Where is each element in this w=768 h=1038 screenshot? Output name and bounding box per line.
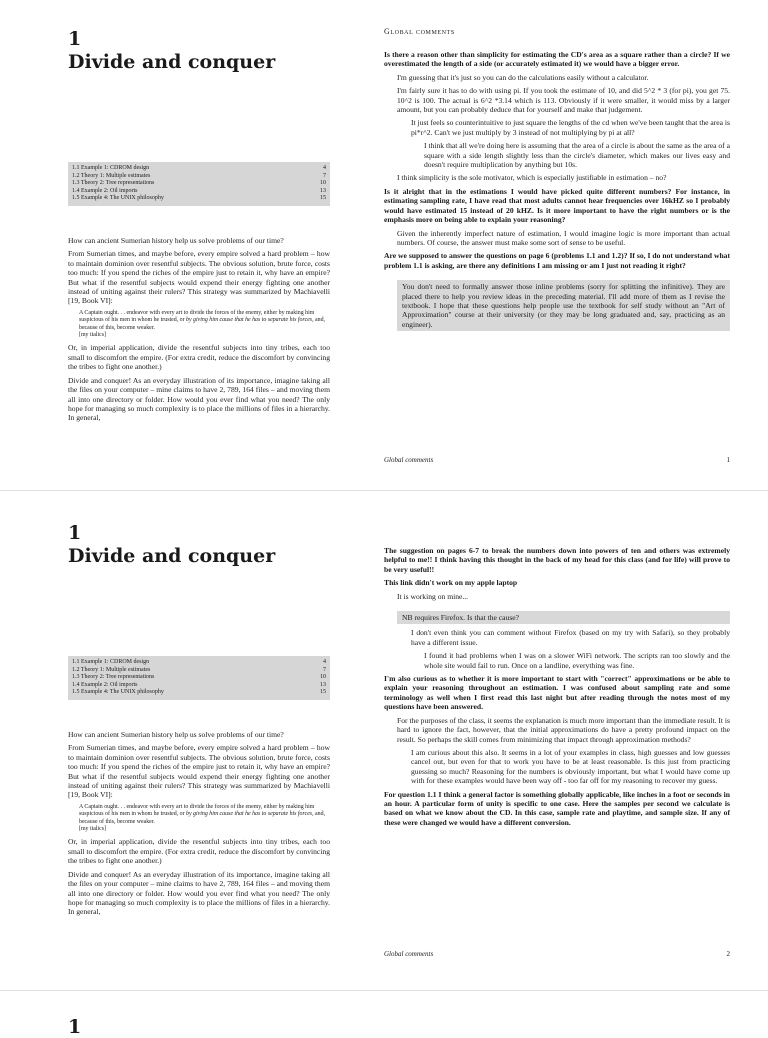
page-divider <box>0 490 768 491</box>
comment-reply[interactable]: I think simplicity is the sole motivator, which is especially justifiable in estimation – no? <box>397 173 667 183</box>
comment-reply[interactable]: It just feels so counterintuitive to just square the lengths of the cd when we've been taught that the area is pi*r^2. Can't we just multiply by 3 instead of not multiplying by pi at all? <box>411 118 730 137</box>
chapter-number: 1 <box>68 1016 82 1038</box>
section-header: Global comments <box>384 27 455 36</box>
comment-question[interactable]: Is it alright that in the estimations I would have picked quite different numbers? For instance, in estimating sampling rate, I have read that most adults cannot hear frequencies over 16kHZ so I probably would have estimated 15 instead of 20 kHZ. Is it more important to have the right numbers or is the emphasis more on being able to explain your reasoning? <box>384 186 730 225</box>
comment-reply[interactable]: I think that all we're doing here is assuming that the area of a circle is about the same as the area of a square with a side length slightly less than the circle's diameter, which makes our lives easy and doesn't require multiplication by anything but 10s. <box>424 141 730 170</box>
table-of-contents <box>68 656 330 700</box>
chapter-heading <box>68 1016 330 1038</box>
chapter-body <box>68 236 330 427</box>
footer-label: Global comments <box>384 950 434 958</box>
page-1 <box>0 0 768 488</box>
footer-label: Global comments <box>384 456 434 464</box>
comment-question[interactable]: Are we supposed to answer the questions on page 6 (problems 1.1 and 1.2)? If so, I do not understand what problem 1.1 is asking, are there any definitions I am missing or am I just not reading it right? <box>384 251 730 270</box>
comment-reply[interactable]: For the purposes of the class, it seems the explanation is much more important than the immediate result. It is hard to ignore the fact, however, that the initial approximations do have a pretty profound impact on the result. So perhaps the skill comes from minimizing that impact through approximation methods? <box>397 715 730 744</box>
comment-question[interactable]: This link didn't work on my apple laptop <box>384 578 518 588</box>
page-number: 2 <box>726 950 730 958</box>
body-paragraph: Or, in imperial application, divide the resentful subjects into tiny tribes, each too small to discomfort the empire. (For extra credit, reduce the discomfort by convincing the tribes to fight one another.) <box>68 343 330 372</box>
body-paragraph: Divide and conquer! As an everyday illustration of its importance, imagine taking all the files on your computer – mine claims to have 2, 789, 164 files – and moving them all into one directory or folder. How would you ever find what you need? The only hope for managing so much complexity is to place the millions of files in a hierarchy. In general, <box>68 375 330 423</box>
machiavelli-quote: A Captain ought. . . endeavor with every art to divide the forces of the enemy, either by making him suspicious of his men in whom he trusted, or by giving him cause that he has to separate his forces, and, because of this, become weaker. [my italics] <box>79 803 326 833</box>
toc-row[interactable]: 1.2 Theory 1: Multiple estimates 7 <box>72 666 326 673</box>
body-paragraph: How can ancient Sumerian history help us solve problems of our time? <box>68 236 284 245</box>
table-of-contents <box>68 162 330 206</box>
comment-reply[interactable]: I am curious about this also. It seems in a lot of your examples in class, high guesses and low guesses cancel out, but even for that to work you have to be at least reasonable. Is this just from practicing guessing so much? Reasoning for the numbers is obviously important, but what I would have come up with for these examples would have been way off - too far off for my reasoning to recover my guess. <box>411 747 730 786</box>
body-paragraph: Divide and conquer! As an everyday illustration of its importance, imagine taking all the files on your computer – mine claims to have 2, 789, 164 files – and moving them all into one directory or folder. How would you ever find what you need? The only hope for managing so much complexity is to place the millions of files in a hierarchy. In general, <box>68 869 330 917</box>
page-divider <box>0 990 768 991</box>
body-paragraph: Or, in imperial application, divide the resentful subjects into tiny tribes, each too small to discomfort the empire. (For extra credit, reduce the discomfort by convincing the tribes to fight one another.) <box>68 837 330 866</box>
comment-reply[interactable]: I don't even think you can comment without Firefox (based on my try with Safari), so they probably have a different issue. <box>411 628 730 647</box>
toc-row[interactable]: 1.4 Example 2: Oil imports 13 <box>72 187 326 194</box>
chapter-number: 1 <box>68 522 82 544</box>
chapter-number: 1 <box>68 28 82 50</box>
comment-reply[interactable]: I'm guessing that it's just so you can do the calculations easily without a calculator. <box>397 72 649 82</box>
chapter-title: Divide and conquer <box>68 51 276 73</box>
comment-question[interactable]: The suggestion on pages 6-7 to break the numbers down into powers of ten and others was extremely helpful to me!! I think having this thought in the back of my head for this class (and for life) will prove to be very useful!! <box>384 546 730 574</box>
chapter-heading <box>68 522 330 568</box>
instructor-reply[interactable]: You don't need to formally answer those inline problems (sorry for splitting the infinitive). They are placed there to help you review ideas in the preceding material. I'll add more of them as I revise the textbook. I hope that these questions help people use the textbook for self study without an "Art of Approximation" course at their university (or they may be long graduated and, say, practicing as an engineer). <box>397 280 730 331</box>
comment-question[interactable]: I'm also curious as to whether it is more important to start with "correct" approximations or be able to explain your reasoning throughout an estimation. I was confused about sampling rate and some terminology as well when I first read this last night but after reading through the notes most of my questions have been answered. <box>384 674 730 712</box>
page-footer <box>384 950 730 958</box>
toc-row[interactable]: 1.2 Theory 1: Multiple estimates 7 <box>72 172 326 179</box>
global-comments <box>384 27 730 335</box>
toc-row[interactable]: 1.5 Example 4: The UNIX philosophy 15 <box>72 689 326 696</box>
comment-reply[interactable]: I found it had problems when I was on a slower WiFi network. The scripts ran too slowly and the whole site would fail to run. Once on a landline, everything was fine. <box>424 651 730 670</box>
chapter-heading <box>68 28 330 74</box>
chapter-body <box>68 730 330 921</box>
comment-reply[interactable]: I'm fairly sure it has to do with using pi. If you took the estimate of 10, and did 5^2 * 3 (for pi), you get 75. 10^2 is 100. The actual is 6^2 *3.14 which is 113. Obviously if it were smaller, it would miss by a larger amount, but you can probably deduce that for yourself and make that judgement. <box>397 86 730 115</box>
comment-reply[interactable]: Given the inherently imperfect nature of estimation, I would imagine logic is more important than actual numbers. Of course, the answer must make some sort of sense to be useful. <box>397 228 730 247</box>
global-comments <box>384 546 730 831</box>
page-footer <box>384 456 730 464</box>
page-number: 1 <box>726 456 730 464</box>
toc-row[interactable]: 1.3 Theory 2: Tree representations 10 <box>72 674 326 681</box>
comment-question[interactable]: Is there a reason other than simplicity for estimating the CD's area as a square rather than a circle? If we overestimated the length of a side (or accurately estimated it) we would have a bigger error. <box>384 50 730 69</box>
instructor-reply[interactable]: NB requires Firefox. Is that the cause? <box>397 611 730 624</box>
page-2 <box>0 494 768 984</box>
body-paragraph: How can ancient Sumerian history help us solve problems of our time? <box>68 730 284 739</box>
page-3 <box>0 1010 768 1038</box>
comment-reply[interactable]: It is working on mine... <box>397 591 469 601</box>
toc-row[interactable]: 1.1 Example 1: CDROM design 4 <box>72 659 326 665</box>
machiavelli-quote: A Captain ought. . . endeavor with every art to divide the forces of the enemy, either by making him suspicious of his men in whom he trusted, or by giving him cause that he has to separate his forces, and, because of this, become weaker. [my italics] <box>79 309 326 339</box>
comment-question[interactable]: For question 1.1 I think a general factor is something globally applicable, like inches in a foot or seconds in an hour. A particular form of unity is specific to one case. Here the samples per second we calculate is based on what we know about the CD. In this case, sample rate and playtime, and sample size. If any of these were changed we would have a different conversion. <box>384 789 730 827</box>
toc-row[interactable]: 1.4 Example 2: Oil imports 13 <box>72 681 326 688</box>
toc-row[interactable]: 1.5 Example 4: The UNIX philosophy 15 <box>72 195 326 202</box>
body-paragraph: From Sumerian times, and maybe before, every empire solved a hard problem – how to maintain dominion over resentful subjects. The obvious solution, brute force, costs too much: If you spend the riches of the empire just to retain it, why have an empire? But what if the resentful subjects would expend their energy fighting one another instead of uniting against their rulers? This strategy was summarized by Machiavelli [19, Book VI]: <box>68 743 330 800</box>
toc-row[interactable]: 1.1 Example 1: CDROM design 4 <box>72 165 326 171</box>
toc-row[interactable]: 1.3 Theory 2: Tree representations 10 <box>72 180 326 187</box>
body-paragraph: From Sumerian times, and maybe before, every empire solved a hard problem – how to maintain dominion over resentful subjects. The obvious solution, brute force, costs too much: If you spend the riches of the empire just to retain it, why have an empire? But what if the resentful subjects would expend their energy fighting one another instead of uniting against their rulers? This strategy was summarized by Machiavelli [19, Book VI]: <box>68 249 330 306</box>
chapter-title: Divide and conquer <box>68 545 276 567</box>
